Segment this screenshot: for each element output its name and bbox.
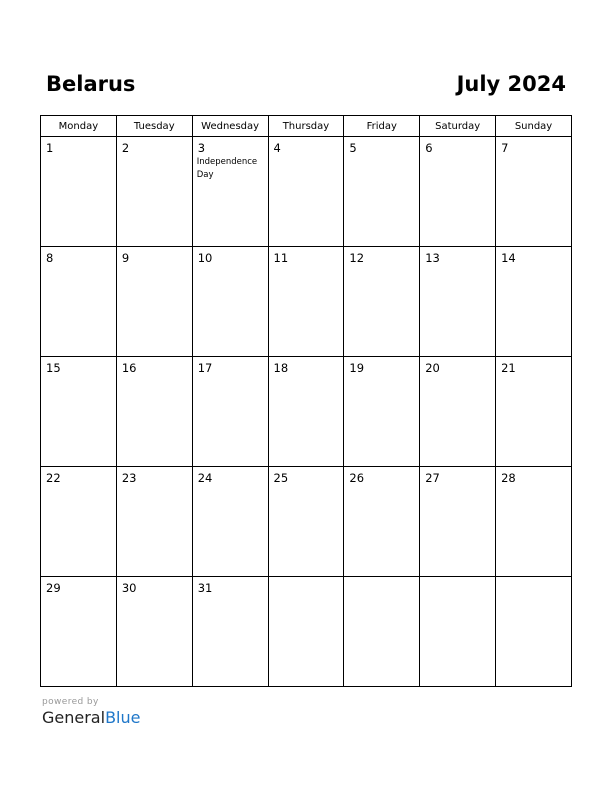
day-number: 10	[197, 251, 213, 265]
month-title: July 2024	[456, 72, 566, 96]
brand-general: General	[42, 708, 106, 727]
day-cell	[116, 247, 192, 357]
day-number: 22	[46, 471, 61, 485]
day-number: 18	[273, 361, 289, 375]
day-cell	[420, 137, 496, 247]
brand-blue: Blue	[105, 708, 141, 727]
week-row	[41, 247, 572, 357]
day-cell	[41, 357, 117, 467]
day-number: 21	[501, 361, 516, 375]
day-cell	[192, 357, 268, 467]
day-number: 28	[501, 471, 516, 485]
powered-by-text: powered by	[42, 697, 99, 707]
day-cell	[420, 577, 496, 687]
day-cell	[116, 357, 192, 467]
day-number: 23	[121, 471, 137, 485]
day-number: 14	[501, 251, 516, 265]
day-number: 6	[425, 141, 433, 155]
week-row	[41, 357, 572, 467]
footer	[42, 696, 140, 728]
week-row	[41, 137, 572, 247]
day-number: 4	[273, 141, 281, 155]
generalblue-logo[interactable]	[42, 708, 140, 728]
day-number: 3	[197, 141, 206, 155]
calendar-body	[41, 137, 572, 687]
day-number: 1	[46, 141, 54, 155]
day-cell	[192, 577, 268, 687]
day-cell	[41, 577, 117, 687]
weekday-header-row	[41, 116, 572, 137]
day-number: 8	[46, 251, 54, 265]
holiday-label: Independence Day	[196, 157, 258, 180]
day-cell	[420, 247, 496, 357]
day-cell	[344, 357, 420, 467]
day-number: 19	[349, 361, 365, 375]
day-number: 9	[121, 251, 130, 265]
weekday-monday: Monday	[41, 116, 117, 137]
day-cell	[344, 467, 420, 577]
day-number: 11	[273, 251, 289, 265]
day-cell	[116, 467, 192, 577]
day-cell	[192, 137, 268, 247]
day-number: 7	[501, 141, 509, 155]
day-number: 29	[46, 581, 61, 595]
day-cell	[268, 577, 344, 687]
day-number: 2	[121, 141, 130, 155]
day-number: 30	[121, 581, 137, 595]
weekday-sunday: Sunday	[496, 116, 572, 137]
day-number: 17	[197, 361, 213, 375]
day-cell	[496, 137, 572, 247]
day-cell	[420, 357, 496, 467]
day-cell	[268, 467, 344, 577]
day-cell	[268, 357, 344, 467]
calendar-grid	[40, 115, 572, 687]
weekday-friday: Friday	[344, 116, 420, 137]
day-cell	[192, 247, 268, 357]
day-cell	[116, 137, 192, 247]
day-number: 5	[349, 141, 357, 155]
week-row	[41, 467, 572, 577]
day-number: 13	[425, 251, 440, 265]
day-cell	[192, 467, 268, 577]
weekday-saturday: Saturday	[420, 116, 496, 137]
day-cell	[496, 247, 572, 357]
day-cell	[268, 137, 344, 247]
day-cell	[420, 467, 496, 577]
day-cell	[41, 467, 117, 577]
day-number: 27	[425, 471, 440, 485]
day-cell	[41, 137, 117, 247]
day-cell	[268, 247, 344, 357]
day-number: 26	[349, 471, 365, 485]
day-cell	[496, 577, 572, 687]
day-cell	[496, 357, 572, 467]
day-cell	[344, 247, 420, 357]
day-number: 24	[197, 471, 213, 485]
day-cell	[496, 467, 572, 577]
day-number: 16	[121, 361, 137, 375]
day-number: 12	[349, 251, 365, 265]
weekday-wednesday: Wednesday	[192, 116, 268, 137]
day-cell	[344, 137, 420, 247]
calendar-header	[40, 70, 572, 98]
weekday-thursday: Thursday	[268, 116, 344, 137]
day-number: 20	[425, 361, 440, 375]
week-row	[41, 577, 572, 687]
day-cell	[344, 577, 420, 687]
day-cell	[116, 577, 192, 687]
day-cell	[41, 247, 117, 357]
day-number: 15	[46, 361, 61, 375]
day-number: 25	[273, 471, 289, 485]
weekday-tuesday: Tuesday	[116, 116, 192, 137]
day-number: 31	[197, 581, 213, 595]
country-title: Belarus	[46, 72, 136, 96]
